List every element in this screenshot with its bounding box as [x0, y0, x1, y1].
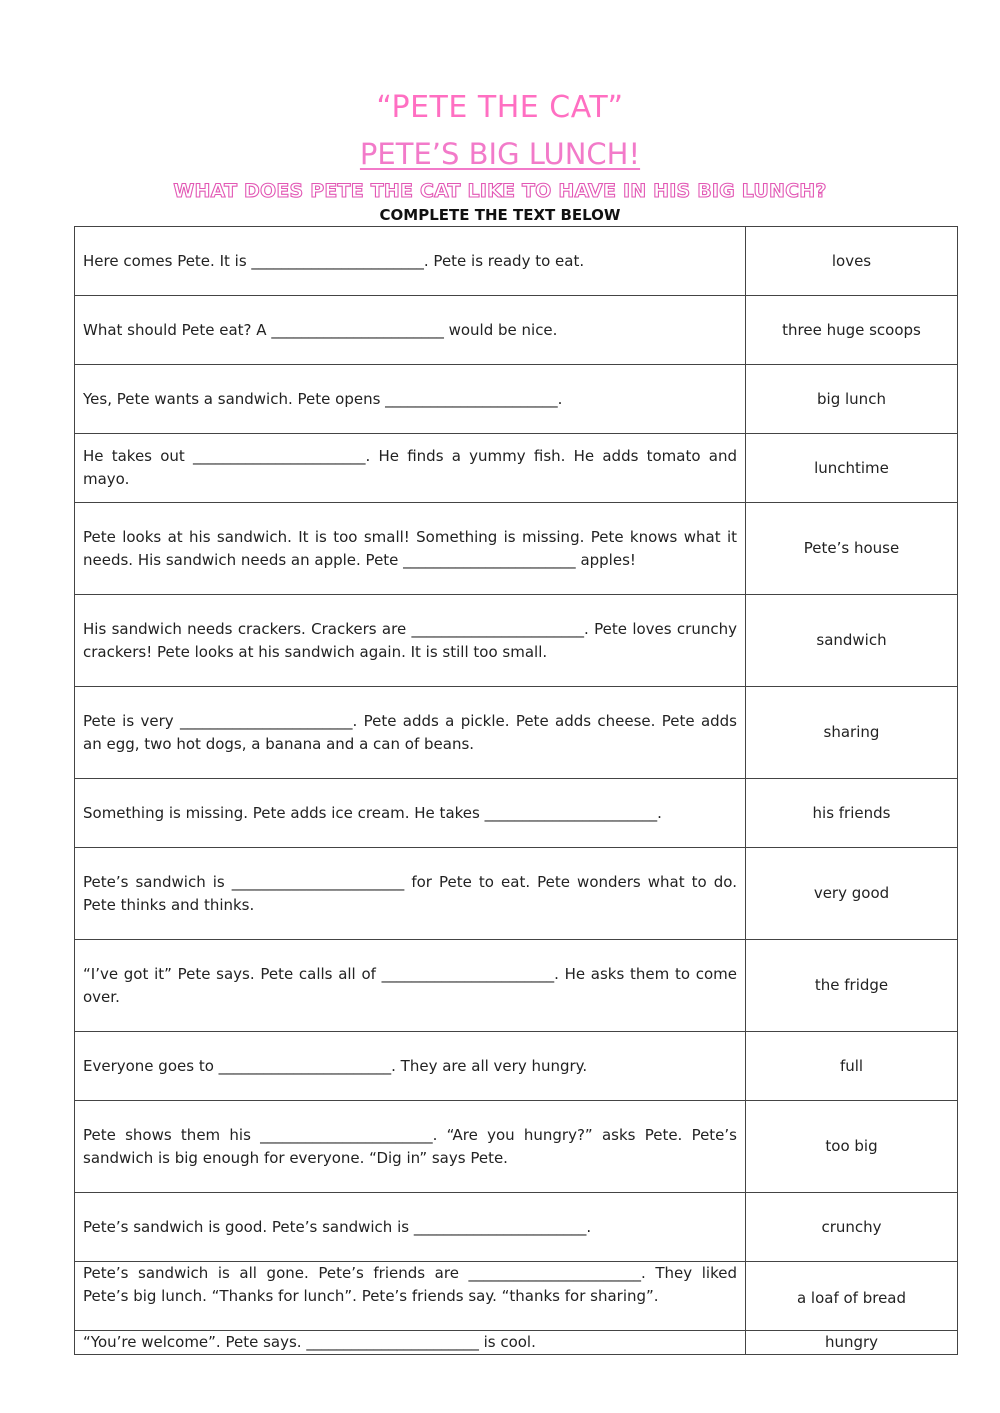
sentence-cell: Pete shows them his _______________________. “Are you hungry?” asks Pete. Pete’s sandwich is big enough for everyone. “Dig in” says Pete.: [75, 1101, 746, 1193]
word-bank-cell: sharing: [746, 687, 958, 779]
table-row: [75, 595, 958, 687]
table-row: [75, 1032, 958, 1101]
worksheet-title: “PETE THE CAT”: [376, 90, 624, 125]
sentence-cell: Something is missing. Pete adds ice cream. He takes _______________________.: [75, 779, 746, 848]
word-bank-cell: Pete’s house: [746, 503, 958, 595]
table-row: [75, 940, 958, 1032]
table-row: [75, 503, 958, 595]
table-row: [75, 434, 958, 503]
sentence-cell: “I’ve got it” Pete says. Pete calls all of _______________________. He asks them to come over.: [75, 940, 746, 1032]
word-bank-cell: very good: [746, 848, 958, 940]
table-row: [75, 1193, 958, 1262]
word-bank-cell: his friends: [746, 779, 958, 848]
sentence-cell: Everyone goes to _______________________. They are all very hungry.: [75, 1032, 746, 1101]
sentence-cell: Here comes Pete. It is _______________________. Pete is ready to eat.: [75, 227, 746, 296]
word-bank-cell: too big: [746, 1101, 958, 1193]
table-row: [75, 848, 958, 940]
cloze-table: [74, 226, 958, 1355]
table-row: [75, 1331, 958, 1355]
table-row: [75, 687, 958, 779]
word-bank-cell: big lunch: [746, 365, 958, 434]
word-bank-cell: a loaf of bread: [746, 1262, 958, 1331]
table-row: [75, 296, 958, 365]
worksheet-instruction: COMPLETE THE TEXT BELOW: [379, 206, 621, 224]
word-bank-cell: the fridge: [746, 940, 958, 1032]
sentence-cell: He takes out _______________________. He finds a yummy fish. He adds tomato and mayo.: [75, 434, 746, 503]
sentence-cell: Pete’s sandwich is all gone. Pete’s friends are _______________________. They liked Pete’s big lunch. “Thanks for lunch”. Pete’s friends say. “thanks for sharing”.: [75, 1262, 746, 1331]
word-bank-cell: crunchy: [746, 1193, 958, 1262]
table-row: [75, 1262, 958, 1331]
word-bank-cell: loves: [746, 227, 958, 296]
table-row: [75, 779, 958, 848]
table-row: [75, 227, 958, 296]
sentence-cell: Pete is very _______________________. Pete adds a pickle. Pete adds cheese. Pete adds an egg, two hot dogs, a banana and a can of beans.: [75, 687, 746, 779]
sentence-cell: Yes, Pete wants a sandwich. Pete opens _______________________.: [75, 365, 746, 434]
sentence-cell: Pete’s sandwich is _______________________ for Pete to eat. Pete wonders what to do. Pete thinks and thinks.: [75, 848, 746, 940]
word-bank-cell: hungry: [746, 1331, 958, 1355]
sentence-cell: His sandwich needs crackers. Crackers are _______________________. Pete loves crunchy crackers! Pete looks at his sandwich again. It is still too small.: [75, 595, 746, 687]
worksheet-question: WHAT DOES PETE THE CAT LIKE TO HAVE IN HIS BIG LUNCH?: [173, 180, 827, 202]
word-bank-cell: sandwich: [746, 595, 958, 687]
sentence-cell: “You’re welcome”. Pete says. _______________________ is cool.: [75, 1331, 746, 1355]
sentence-cell: Pete’s sandwich is good. Pete’s sandwich is _______________________.: [75, 1193, 746, 1262]
sentence-cell: Pete looks at his sandwich. It is too small! Something is missing. Pete knows what it needs. His sandwich needs an apple. Pete _______________________ apples!: [75, 503, 746, 595]
table-row: [75, 1101, 958, 1193]
word-bank-cell: lunchtime: [746, 434, 958, 503]
worksheet-subtitle-text: PETE’S BIG LUNCH!: [359, 137, 641, 171]
word-bank-cell: full: [746, 1032, 958, 1101]
sentence-cell: What should Pete eat? A _______________________ would be nice.: [75, 296, 746, 365]
worksheet-subtitle: [0, 137, 1000, 171]
table-row: [75, 365, 958, 434]
word-bank-cell: three huge scoops: [746, 296, 958, 365]
